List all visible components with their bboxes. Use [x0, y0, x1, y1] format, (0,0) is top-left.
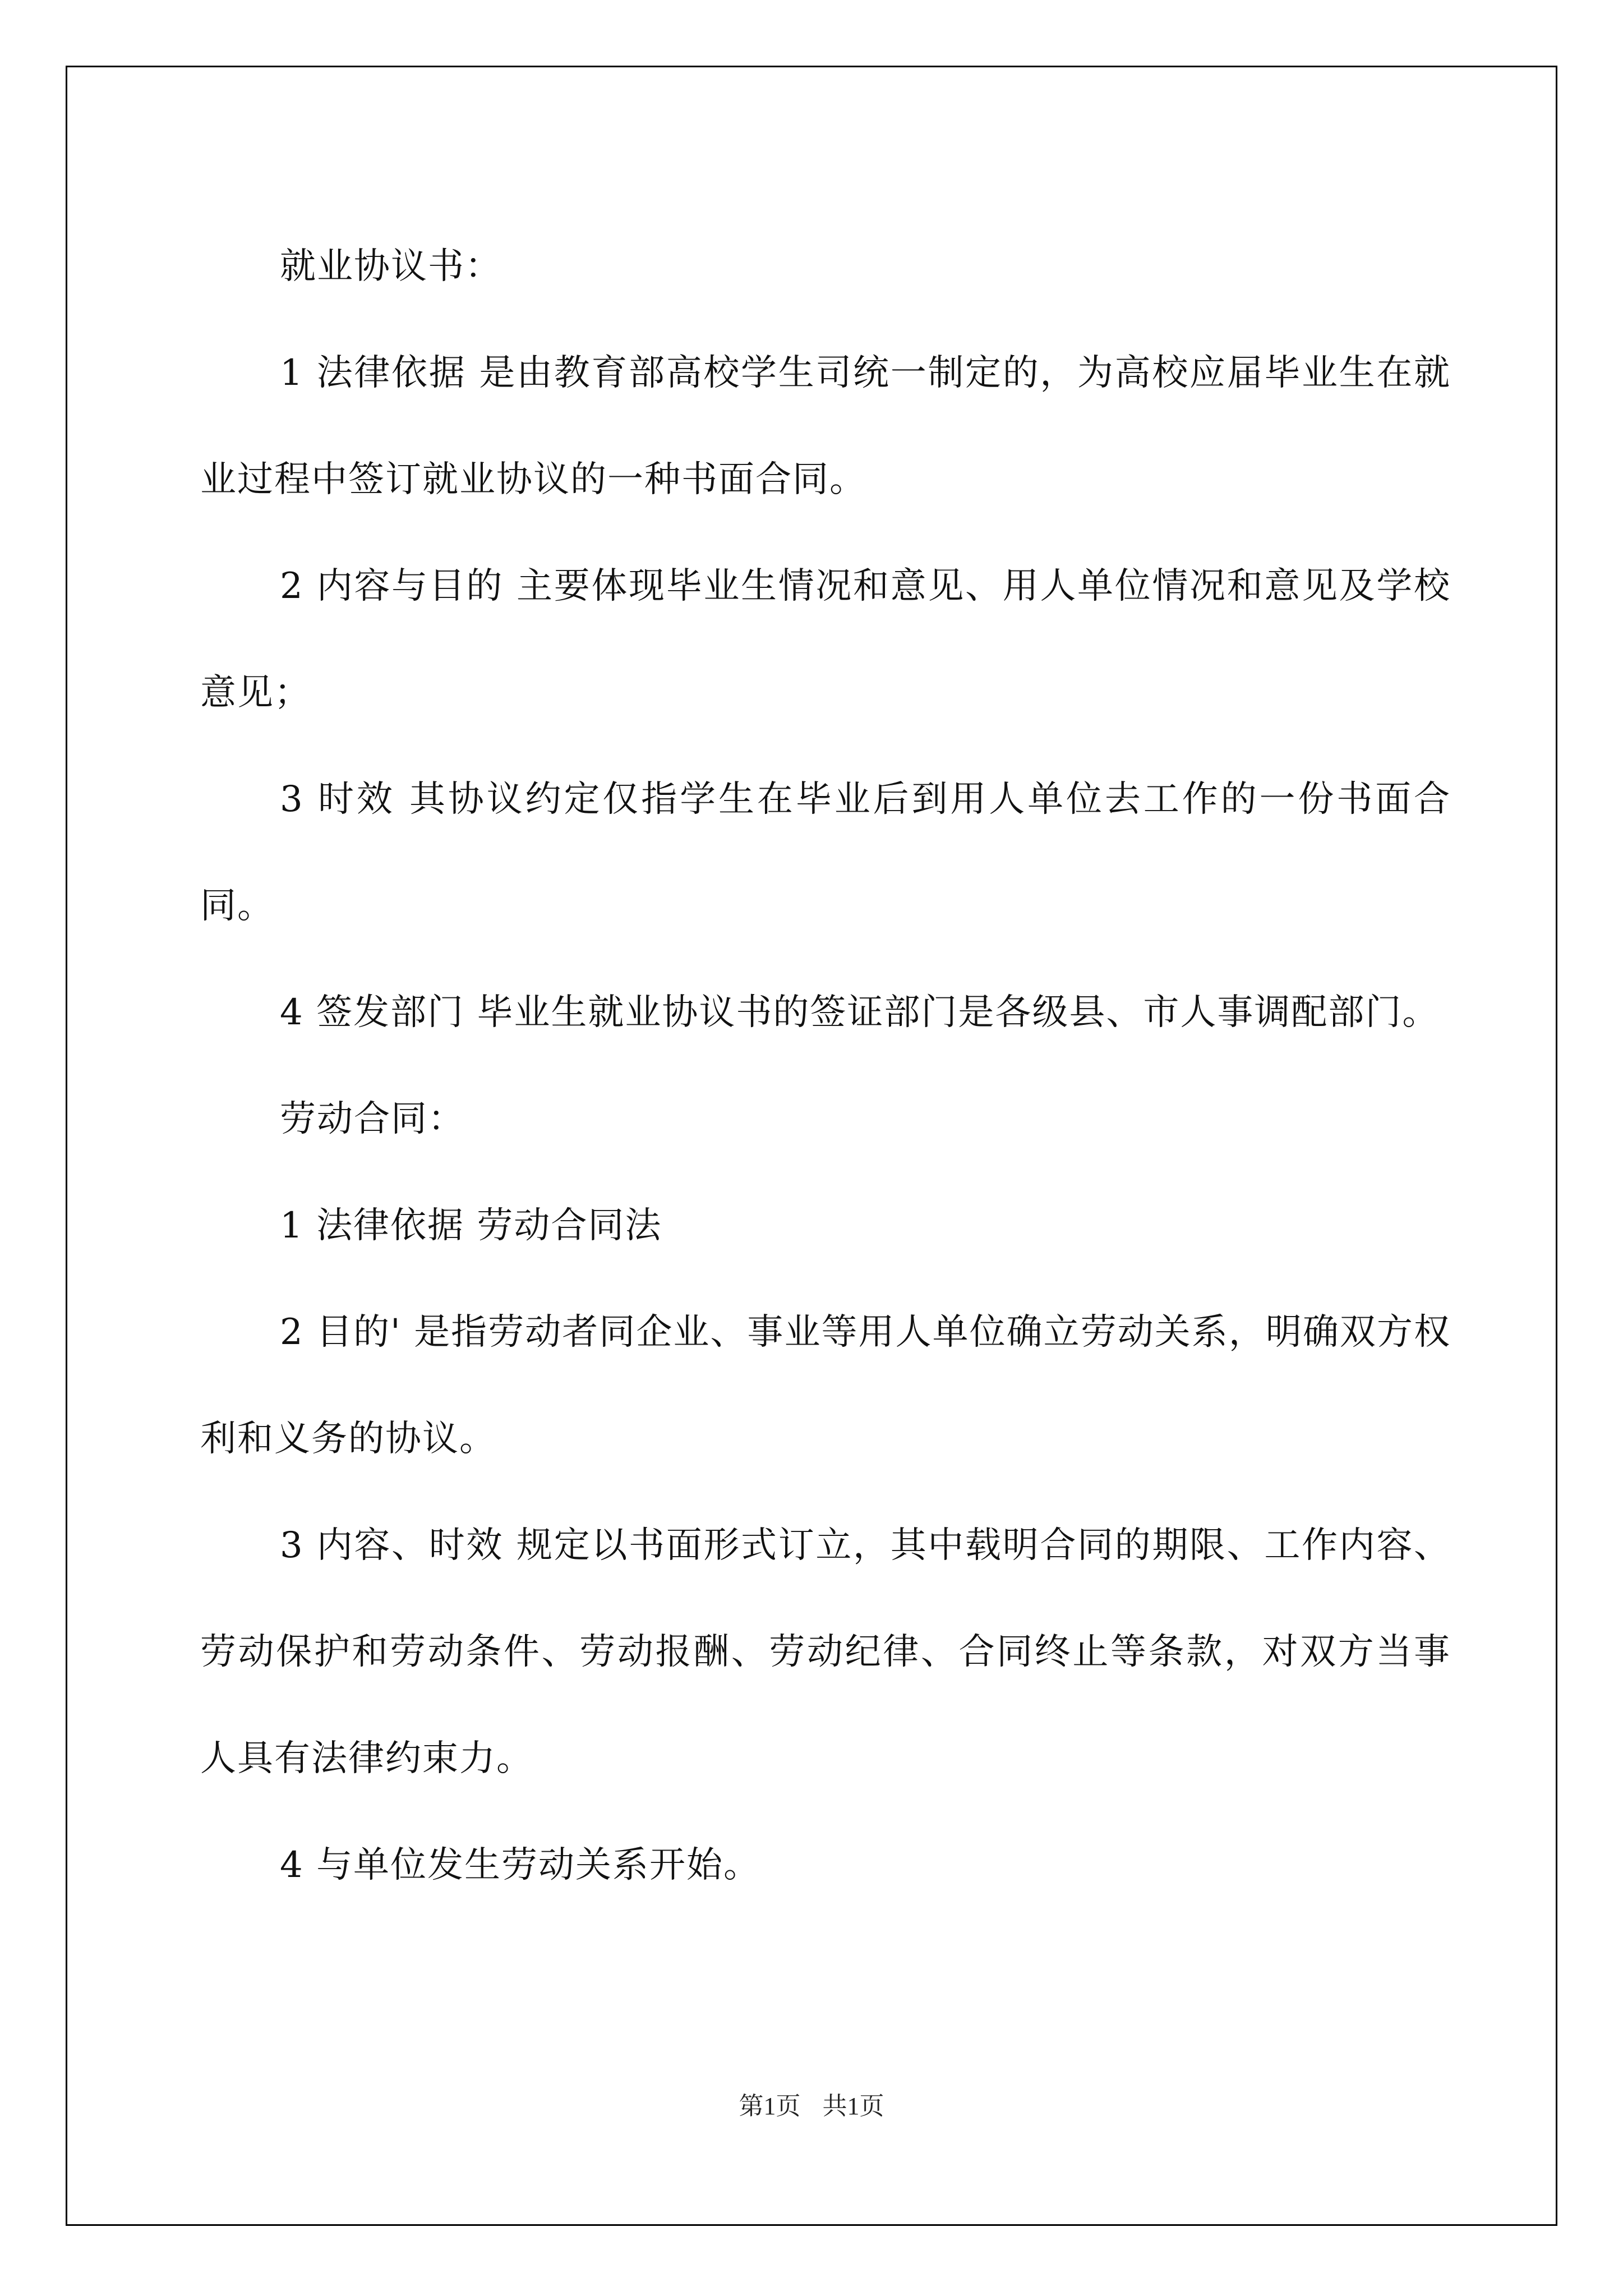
- paragraph-content-purpose-agreement: 2 内容与目的 主要体现毕业生情况和意见、用人单位情况和意见及学校意见；: [200, 565, 1451, 714]
- paragraph-purpose-contract: 2 目的' 是指劳动者同企业、事业等用人单位确立劳动关系，明确双方权利和义务的协议。: [200, 1312, 1451, 1460]
- section-heading-employment-agreement: 就业协议书：: [280, 246, 502, 287]
- page-number-total: 共1页: [822, 2092, 884, 2120]
- section-heading-labor-contract: 劳动合同：: [280, 1098, 465, 1140]
- page-footer: [0, 2086, 1623, 2122]
- paragraph-legal-basis-agreement: 1 法律依据 是由教育部高校学生司统一制定的，为高校应届毕业生在就业过程中签订就业协议的一种书面合同。: [200, 352, 1451, 500]
- paragraph-issuing-department: 4 签发部门 毕业生就业协议书的签证部门是各级县、市人事调配部门。: [280, 992, 1440, 1033]
- page-number-current: 第1页: [739, 2092, 801, 2120]
- paragraph-validity-agreement: 3 时效 其协议约定仅指学生在毕业后到用人单位去工作的一份书面合同。: [200, 779, 1451, 927]
- paragraph-legal-basis-contract: 1 法律依据 劳动合同法: [280, 1205, 662, 1246]
- document-body: [200, 213, 1451, 1918]
- paragraph-start-contract: 4 与单位发生劳动关系开始。: [280, 1844, 761, 1886]
- paragraph-content-validity-contract: 3 内容、时效 规定以书面形式订立，其中载明合同的期限、工作内容、劳动保护和劳动条件、劳动报酬、劳动纪律、合同终止等条款，对双方当事人具有法律约束力。: [200, 1525, 1451, 1779]
